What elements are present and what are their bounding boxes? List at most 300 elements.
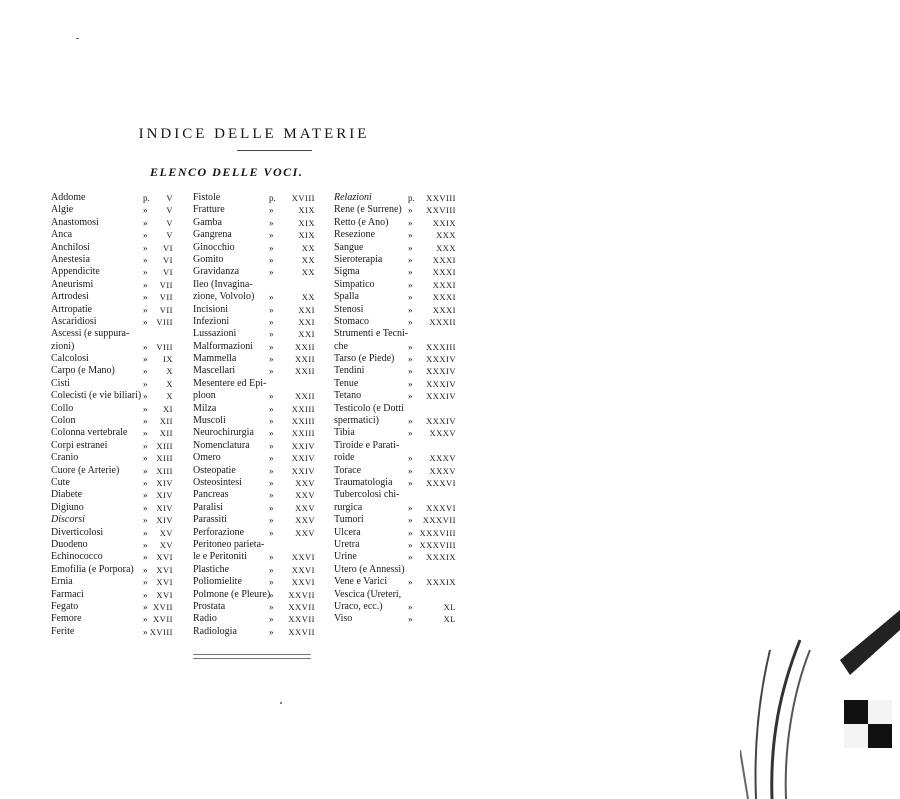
entry-marker: » (269, 490, 274, 501)
entry-marker: » (143, 254, 148, 265)
entry-term: Radio (193, 613, 217, 625)
entry-marker: » (408, 316, 413, 327)
entry-marker: » (143, 242, 148, 253)
entry-page-number: XXVII (288, 614, 315, 625)
entry-marker: » (143, 502, 148, 513)
index-entry (193, 204, 315, 216)
index-entry (334, 564, 456, 576)
entry-page-number: V (166, 230, 173, 241)
entry-page-number: XXVII (288, 601, 315, 612)
entry-page-number: XVIII (291, 193, 315, 203)
entry-marker: » (408, 577, 413, 588)
entry-term: Tendini (334, 365, 365, 377)
entry-marker: » (143, 428, 148, 439)
entry-marker: » (408, 527, 413, 538)
entry-term: che (334, 340, 348, 352)
entry-page-number: XIX (298, 205, 315, 216)
index-entry (193, 403, 315, 415)
entry-term: Traumatologia (334, 476, 393, 488)
entry-term: Algie (51, 204, 74, 216)
entry-term: Uretra (334, 538, 360, 550)
entry-term: Strumenti e Tecni- (334, 328, 409, 340)
entry-marker: » (143, 515, 148, 526)
entry-term: Ulcera (334, 526, 361, 538)
index-entry (193, 539, 315, 551)
entry-marker: » (143, 552, 148, 563)
entry-page-number: XXII (295, 391, 315, 402)
entry-marker: » (408, 292, 413, 303)
index-entry (51, 328, 173, 340)
entry-term: Infezioni (193, 315, 230, 327)
entry-term: Utero (e Annessi) (334, 563, 405, 575)
entry-marker: » (269, 502, 274, 513)
entry-marker: » (269, 254, 274, 265)
entry-term: Artropatie (51, 303, 93, 315)
index-entry (51, 465, 173, 477)
entry-marker: » (269, 416, 274, 427)
entry-term: Tubercolosi chi- (334, 489, 400, 501)
index-entry (334, 502, 456, 514)
entry-marker: » (408, 205, 413, 216)
entry-marker: p. (143, 193, 150, 203)
entry-marker: » (143, 490, 148, 501)
index-entry (193, 217, 315, 229)
entry-marker: » (143, 416, 148, 427)
index-entry (51, 489, 173, 501)
index-entry (193, 328, 315, 340)
entry-term: Diverticolosi (51, 526, 104, 538)
entry-marker: » (269, 292, 274, 303)
entry-marker: » (269, 527, 274, 538)
entry-term: Muscoli (193, 415, 226, 427)
entry-page-number: XXVIII (426, 205, 456, 216)
entry-page-number: XXXVII (422, 515, 456, 526)
entry-marker: » (143, 279, 148, 290)
entry-marker: » (408, 539, 413, 550)
entry-page-number: XXVIII (426, 193, 456, 203)
entry-term: Aneurismi (51, 278, 94, 290)
entry-marker: » (408, 416, 413, 427)
entry-term: Lussazioni (193, 328, 237, 340)
entry-marker: » (143, 354, 148, 365)
index-entry (51, 440, 173, 452)
index-entry (334, 489, 456, 501)
index-entry (51, 266, 173, 278)
index-entry (51, 279, 173, 291)
entry-marker: » (408, 502, 413, 513)
index-entry (334, 477, 456, 489)
entry-marker: » (408, 515, 413, 526)
index-entry (193, 353, 315, 365)
entry-marker: » (269, 304, 274, 315)
entry-marker: » (269, 626, 274, 637)
entry-marker: » (143, 378, 148, 389)
index-entry (334, 576, 456, 588)
entry-term: Tarso (e Piede) (334, 353, 395, 365)
entry-page-number: XI (163, 403, 173, 414)
index-entry (334, 279, 456, 291)
entry-marker: » (143, 267, 148, 278)
entry-term: Cisti (51, 377, 70, 389)
index-entry (51, 589, 173, 601)
entry-term: Nomenclatura (193, 439, 250, 451)
entry-term: Osteopatie (193, 464, 236, 476)
entry-page-number: XXXI (432, 304, 456, 315)
index-entry (193, 502, 315, 514)
entry-page-number: XXXIII (426, 341, 456, 352)
entry-marker: » (408, 477, 413, 488)
index-entry (193, 527, 315, 539)
index-column-1 (51, 192, 173, 638)
entry-term: zioni) (51, 340, 75, 352)
entry-term: Appendicite (51, 266, 100, 278)
index-column-2 (193, 192, 315, 638)
index-entry (51, 217, 173, 229)
index-entry (334, 242, 456, 254)
entry-term: Fegato (51, 600, 79, 612)
entry-page-number: VI (163, 267, 173, 278)
entry-page-number: XXXVI (426, 502, 456, 513)
entry-marker: » (269, 329, 274, 340)
entry-page-number: XIV (156, 515, 173, 526)
index-entry (334, 613, 456, 625)
entry-term: le e Peritoniti (193, 551, 247, 563)
entry-term: Radiologia (193, 625, 237, 637)
index-entry (51, 304, 173, 316)
index-entry (334, 378, 456, 390)
entry-term: Cute (51, 476, 70, 488)
entry-term: Ascessi (e suppura- (51, 328, 130, 340)
index-entry (193, 551, 315, 563)
entry-page-number: XIV (156, 490, 173, 501)
index-entry (334, 589, 456, 601)
entry-page-number: XXIV (291, 465, 315, 476)
index-entry (193, 589, 315, 601)
index-entry (193, 316, 315, 328)
entry-page-number: XXV (295, 490, 315, 501)
index-entry (51, 601, 173, 613)
entry-page-number: XXXIV (426, 416, 456, 427)
entry-page-number: XII (159, 416, 173, 427)
entry-page-number: XXXI (432, 279, 456, 290)
entry-term: Peritoneo parieta- (193, 538, 265, 550)
entry-term: Sangue (334, 241, 364, 253)
entry-marker: » (408, 465, 413, 476)
entry-page-number: XXX (436, 242, 456, 253)
entry-page-number: XXII (295, 366, 315, 377)
entry-marker: » (269, 440, 274, 451)
entry-term: Femore (51, 613, 82, 625)
index-entry (51, 254, 173, 266)
entry-marker: » (269, 316, 274, 327)
entry-term: roide (334, 452, 355, 464)
entry-term: Torace (334, 464, 362, 476)
entry-marker: » (408, 304, 413, 315)
entry-term: Emofilia (e Porpora) (51, 563, 134, 575)
entry-term: ploon (193, 390, 216, 402)
entry-page-number: XVI (156, 564, 173, 575)
entry-marker: » (143, 366, 148, 377)
entry-marker: » (269, 601, 274, 612)
entry-marker: » (408, 341, 413, 352)
entry-page-number: XX (301, 254, 315, 265)
index-entry (51, 365, 173, 377)
entry-marker: » (269, 564, 274, 575)
entry-marker: » (269, 465, 274, 476)
entry-term: Tumori (334, 514, 364, 526)
entry-marker: » (408, 242, 413, 253)
entry-marker: » (143, 527, 148, 538)
entry-term: Relazioni (334, 192, 372, 203)
entry-marker: » (143, 292, 148, 303)
entry-page-number: XXXV (429, 465, 456, 476)
entry-marker: » (269, 403, 274, 414)
entry-page-number: X (166, 391, 173, 402)
entry-marker: » (143, 614, 148, 625)
entry-term: Uraco, ecc.) (334, 600, 383, 612)
entry-marker: » (269, 577, 274, 588)
entry-term: Echinococco (51, 551, 103, 563)
entry-term: Poliomielite (193, 576, 242, 588)
index-entry (334, 254, 456, 266)
entry-page-number: XXXI (432, 292, 456, 303)
page-speck (76, 38, 79, 39)
entry-marker: » (408, 614, 413, 625)
index-entry (334, 192, 456, 204)
index-entry (51, 403, 173, 415)
index-entry (51, 576, 173, 588)
entry-term: Sigma (334, 266, 360, 278)
index-entry (334, 365, 456, 377)
entry-term: Cuore (e Arterie) (51, 464, 120, 476)
entry-page-number: XIII (156, 465, 173, 476)
entry-page-number: XVI (156, 552, 173, 563)
index-entry (334, 229, 456, 241)
index-entry (334, 341, 456, 353)
entry-term: Tetano (334, 390, 362, 402)
entry-marker: » (269, 589, 274, 600)
entry-page-number: XX (301, 292, 315, 303)
entry-page-number: V (166, 217, 173, 228)
index-entry (51, 378, 173, 390)
index-entry (334, 601, 456, 613)
index-entry (51, 452, 173, 464)
entry-page-number: VI (163, 254, 173, 265)
entry-page-number: XIV (156, 502, 173, 513)
entry-term: Ileo (Invagina- (193, 278, 253, 290)
entry-page-number: XXXV (429, 453, 456, 464)
entry-page-number: XIII (156, 453, 173, 464)
index-entry (51, 415, 173, 427)
index-entry (193, 304, 315, 316)
entry-marker: » (408, 267, 413, 278)
index-entry (193, 613, 315, 625)
entry-term: Colonna vertebrale (51, 427, 128, 439)
entry-term: Tenue (334, 377, 359, 389)
entry-term: Urine (334, 551, 357, 563)
index-entry (193, 477, 315, 489)
index-entry (193, 242, 315, 254)
entry-page-number: XXXII (429, 316, 456, 327)
entry-page-number: XXXVIII (419, 539, 456, 550)
entry-page-number: XIX (298, 217, 315, 228)
title-divider (237, 150, 312, 151)
entry-page-number: XXV (295, 515, 315, 526)
index-entry (193, 465, 315, 477)
index-entry (334, 291, 456, 303)
index-entry (193, 514, 315, 526)
entry-term: Calcolosi (51, 353, 89, 365)
entry-page-number: XXXVIII (419, 527, 456, 538)
page-title: INDICE DELLE MATERIE (138, 126, 370, 142)
entry-marker: » (143, 403, 148, 414)
entry-marker: » (143, 217, 148, 228)
index-entry (51, 316, 173, 328)
entry-page-number: XXXIX (426, 552, 456, 563)
index-entry (334, 217, 456, 229)
entry-term: Resezione (334, 229, 376, 241)
entry-term: Fratture (193, 204, 225, 216)
entry-term: Parassiti (193, 514, 227, 526)
entry-term: Gravidanza (193, 266, 240, 278)
entry-term: Cranio (51, 452, 79, 464)
entry-page-number: XVII (153, 601, 173, 612)
index-entry (334, 266, 456, 278)
index-entry (193, 576, 315, 588)
index-entry (51, 204, 173, 216)
entry-page-number: XXV (295, 477, 315, 488)
entry-marker: » (408, 254, 413, 265)
index-entry (193, 564, 315, 576)
entry-page-number: XII (159, 428, 173, 439)
index-entry (193, 489, 315, 501)
entry-term: Digiuno (51, 501, 84, 513)
entry-marker: » (143, 601, 148, 612)
entry-term: Milza (193, 402, 217, 414)
index-entry (51, 539, 173, 551)
entry-page-number: XXV (295, 527, 315, 538)
index-entry (193, 341, 315, 353)
entry-marker: » (408, 354, 413, 365)
entry-marker: » (143, 453, 148, 464)
entry-term: Colon (51, 415, 76, 427)
index-entry (51, 613, 173, 625)
entry-term: Stenosi (334, 303, 364, 315)
index-entry (51, 427, 173, 439)
index-entry (334, 527, 456, 539)
entry-marker: » (269, 267, 274, 278)
entry-term: zione, Volvolo) (193, 291, 255, 303)
entry-term: Spalla (334, 291, 359, 303)
index-entry (193, 192, 315, 204)
entry-marker: » (269, 341, 274, 352)
index-entry (51, 527, 173, 539)
entry-marker: » (143, 316, 148, 327)
index-entry (51, 242, 173, 254)
index-entry (334, 328, 456, 340)
entry-term: Gangrena (193, 229, 232, 241)
entry-page-number: XIV (156, 477, 173, 488)
entry-term: Gomito (193, 253, 224, 265)
index-entry (334, 304, 456, 316)
entry-marker: » (408, 428, 413, 439)
entry-term: Polmone (e Pleure) (193, 588, 271, 600)
entry-page-number: X (166, 378, 173, 389)
entry-term: Duodeno (51, 538, 88, 550)
index-entry (51, 626, 173, 638)
entry-page-number: XVIII (149, 626, 173, 637)
entry-page-number: XIX (298, 230, 315, 241)
entry-page-number: VII (159, 304, 173, 315)
entry-term: Addome (51, 192, 86, 203)
entry-term: Neurochirurgia (193, 427, 254, 439)
entry-term: Sieroterapia (334, 253, 383, 265)
entry-marker: p. (269, 193, 276, 203)
index-entry (334, 204, 456, 216)
entry-page-number: XXIV (291, 453, 315, 464)
entry-page-number: XVI (156, 589, 173, 600)
entry-marker: » (408, 391, 413, 402)
entry-term: Viso (334, 613, 353, 625)
index-entry (51, 341, 173, 353)
entry-page-number: VII (159, 279, 173, 290)
entry-page-number: XVII (153, 614, 173, 625)
entry-term: Ginocchio (193, 241, 235, 253)
entry-page-number: XXXI (432, 267, 456, 278)
entry-marker: » (269, 391, 274, 402)
index-entry (334, 353, 456, 365)
entry-page-number: XXIII (291, 428, 315, 439)
entry-term: Mammella (193, 353, 237, 365)
entry-marker: » (143, 391, 148, 402)
entry-page-number: XXVI (291, 577, 315, 588)
index-entry (193, 452, 315, 464)
entry-marker: » (269, 366, 274, 377)
entry-marker: » (408, 279, 413, 290)
entry-term: spermatici) (334, 415, 379, 427)
entry-page-number: XXXIV (426, 354, 456, 365)
entry-term: Osteosintesi (193, 476, 242, 488)
entry-term: Artrodesi (51, 291, 89, 303)
entry-page-number: XXII (295, 341, 315, 352)
entry-page-number: XV (159, 539, 173, 550)
entry-term: rurgica (334, 501, 363, 513)
entry-page-number: XXII (295, 354, 315, 365)
entry-page-number: XXXIV (426, 366, 456, 377)
entry-term: Colecisti (e vie biliari) (51, 390, 142, 402)
entry-term: Vescica (Ureteri, (334, 588, 402, 600)
entry-marker: » (143, 564, 148, 575)
entry-marker: » (143, 477, 148, 488)
index-entry (51, 551, 173, 563)
bottom-rule (193, 654, 311, 655)
entry-term: Pancreas (193, 489, 229, 501)
entry-marker: » (269, 230, 274, 241)
entry-term: Fistole (193, 192, 221, 203)
entry-page-number: VIII (156, 341, 173, 352)
index-entry (193, 415, 315, 427)
index-entry (51, 564, 173, 576)
entry-marker: » (269, 477, 274, 488)
entry-term: Omero (193, 452, 221, 464)
entry-page-number: VII (159, 292, 173, 303)
entry-marker: » (269, 205, 274, 216)
index-entry (193, 365, 315, 377)
index-entry (334, 465, 456, 477)
entry-page-number: XXI (298, 329, 315, 340)
entry-page-number: XXVII (288, 589, 315, 600)
entry-term: Ascaridiosi (51, 315, 97, 327)
